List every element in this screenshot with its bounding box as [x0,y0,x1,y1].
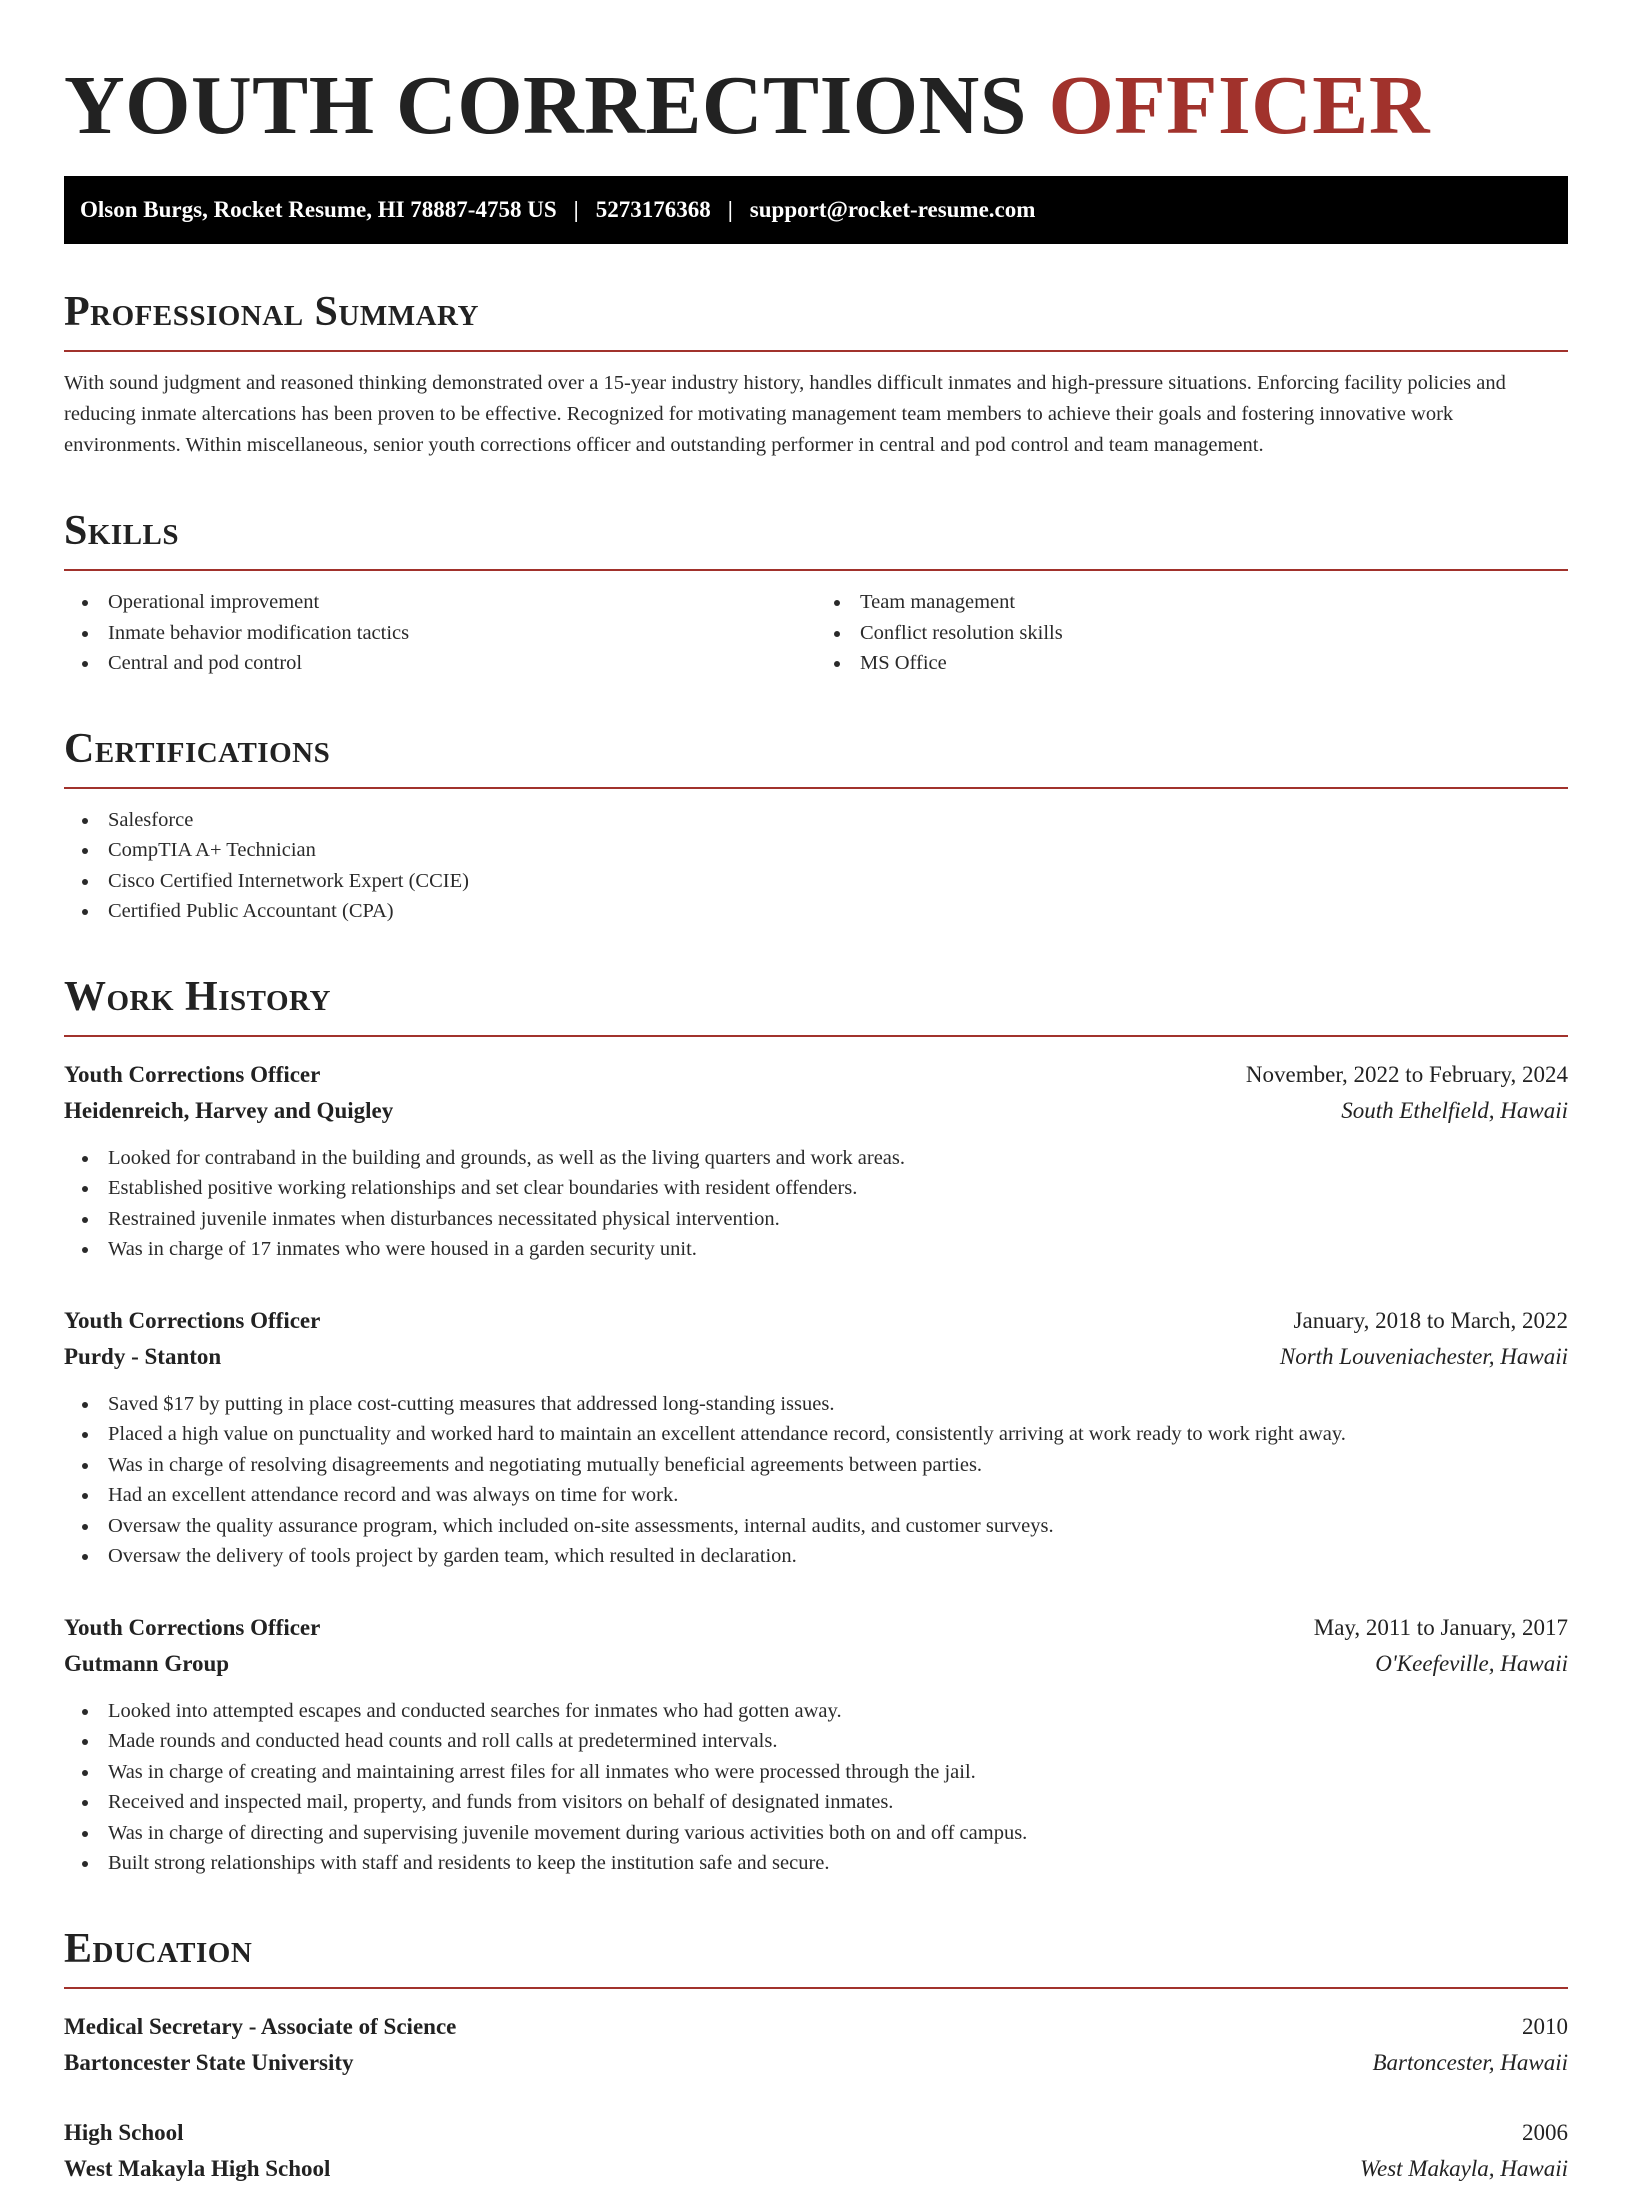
job-duty: Had an excellent attendance record and was always on time for work. [64,1480,1568,1511]
job-duty: Looked into attempted escapes and conducted searches for inmates who had gotten away. [64,1696,1568,1727]
job-company: Gutmann Group [64,1650,230,1676]
contact-separator: | [573,197,579,222]
education-year: 2006 [1522,2119,1568,2145]
job-entry [64,1057,1568,1265]
job-role: Youth Corrections Officer [64,1307,321,1333]
certifications-list [64,805,1568,927]
skill-item: MS Office [816,648,1568,679]
section-heading: Professional Summary [64,289,479,335]
summary-text: With sound judgment and reasoned thinking demonstrated over a 15-year industry history, handles difficult inmates and high-pressure situations. Enforcing facility policies and reducing inmate altercations has been proven to be effective. Recognized for motivating management team members to achieve their goals and fostering innovative work environments. Within miscellaneous, senior youth corrections officer and outstanding performer in central and pod control and team management. [64,372,1506,456]
job-duty: Saved $17 by putting in place cost-cutting measures that addressed long-standing issues. [64,1389,1568,1420]
contact-separator: | [727,197,733,222]
education-school: Bartoncester State University [64,2049,354,2075]
section-heading: Skills [64,508,180,554]
contact-phone: 5273176368 [595,197,711,222]
job-duty: Looked for contraband in the building and grounds, as well as the living quarters and work areas. [64,1143,1568,1174]
certification-item: CompTIA A+ Technician [64,835,1568,866]
skills-list-right [816,587,1568,679]
job-duties [64,1389,1568,1572]
education-degree: Medical Secretary - Associate of Science [64,2013,457,2039]
job-duty: Was in charge of 17 inmates who were housed in a garden security unit. [64,1234,1568,1265]
certification-item: Cisco Certified Internetwork Expert (CCIE) [64,866,1568,897]
education-location: West Makayla, Hawaii [1359,2155,1568,2181]
job-location: North Louveniachester, Hawaii [1279,1343,1568,1369]
job-entry [64,1303,1568,1572]
contact-address: Olson Burgs, Rocket Resume, HI 78887-4758 US [80,197,557,222]
job-location: O'Keefeville, Hawaii [1375,1650,1568,1676]
skill-item: Team management [816,587,1568,618]
education-entry [64,2009,1568,2081]
job-duty: Was in charge of resolving disagreements and negotiating mutually beneficial agreements between parties. [64,1450,1568,1481]
education-entry [64,2115,1568,2187]
job-duty: Oversaw the quality assurance program, which included on-site assessments, internal audits, and customer surveys. [64,1511,1568,1542]
skill-item: Inmate behavior modification tactics [64,618,816,649]
title-accent: OFFICER [1048,59,1430,152]
certification-item: Certified Public Accountant (CPA) [64,896,1568,927]
job-duties [64,1696,1568,1879]
section-divider [64,1987,1568,1989]
job-duty: Made rounds and conducted head counts and roll calls at predetermined intervals. [64,1726,1568,1757]
resume-title [64,0,1568,156]
section-heading: Work History [64,973,331,1020]
section-divider [64,787,1568,789]
job-duty: Received and inspected mail, property, and funds from visitors on behalf of designated inmates. [64,1787,1568,1818]
skill-item: Central and pod control [64,648,816,679]
job-role: Youth Corrections Officer [64,1061,321,1087]
contact-bar [64,176,1568,244]
job-company: Heidenreich, Harvey and Quigley [64,1097,394,1123]
job-duty: Restrained juvenile inmates when disturbances necessitated physical intervention. [64,1204,1568,1235]
skill-item: Operational improvement [64,587,816,618]
job-dates: May, 2011 to January, 2017 [1313,1614,1568,1640]
work-history-section [64,971,1568,1879]
job-duty: Was in charge of creating and maintaining arrest files for all inmates who were processed through the jail. [64,1757,1568,1788]
skills-columns [64,571,1568,679]
summary-section [64,286,1568,461]
section-divider [64,1035,1568,1037]
job-duty: Placed a high value on punctuality and worked hard to maintain an excellent attendance record, consistently arriving at work ready to work right away. [64,1419,1568,1450]
job-duty: Was in charge of directing and supervising juvenile movement during various activities both on and off campus. [64,1818,1568,1849]
contact-email: support@rocket-resume.com [749,197,1036,222]
section-divider [64,350,1568,352]
skills-section [64,505,1568,679]
skills-list-left [64,587,816,679]
education-degree: High School [64,2119,184,2145]
education-section [64,1923,1568,2187]
certifications-section [64,723,1568,927]
job-duty: Built strong relationships with staff and residents to keep the institution safe and secure. [64,1848,1568,1879]
section-heading: Education [64,1925,253,1972]
education-location: Bartoncester, Hawaii [1372,2049,1568,2075]
job-duty: Oversaw the delivery of tools project by garden team, which resulted in declaration. [64,1541,1568,1572]
job-location: South Ethelfield, Hawaii [1341,1097,1568,1123]
job-dates: January, 2018 to March, 2022 [1293,1307,1568,1333]
job-role: Youth Corrections Officer [64,1614,321,1640]
section-heading: Certifications [64,725,331,772]
job-duties [64,1143,1568,1265]
job-entry [64,1610,1568,1879]
job-company: Purdy - Stanton [64,1343,222,1369]
skill-item: Conflict resolution skills [816,618,1568,649]
title-main: YOUTH CORRECTIONS [64,59,1049,152]
certification-item: Salesforce [64,805,1568,836]
education-school: West Makayla High School [64,2155,331,2181]
job-dates: November, 2022 to February, 2024 [1245,1061,1568,1087]
education-year: 2010 [1522,2013,1568,2039]
job-duty: Established positive working relationships and set clear boundaries with resident offenders. [64,1173,1568,1204]
